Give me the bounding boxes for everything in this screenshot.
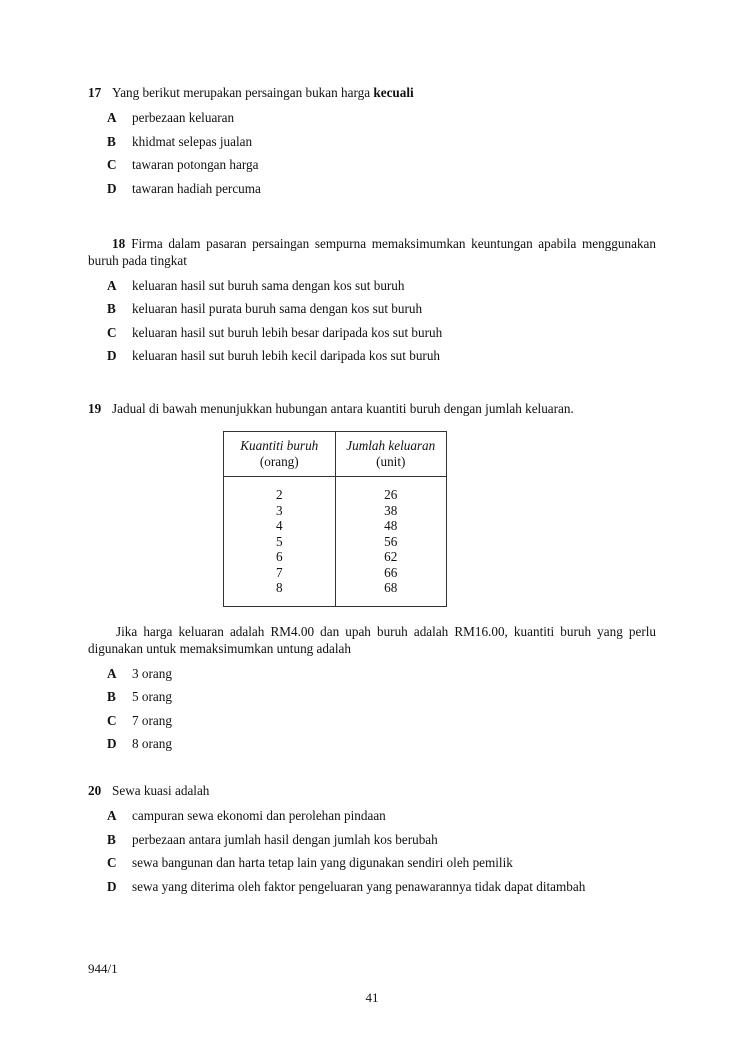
option-19-b[interactable] bbox=[88, 688, 656, 705]
cell-kuantiti: 5 bbox=[224, 534, 336, 550]
cell-keluaran: 38 bbox=[335, 503, 447, 519]
table-row bbox=[224, 518, 447, 534]
header-unit: (orang) bbox=[259, 454, 299, 469]
cell-keluaran: 48 bbox=[335, 518, 447, 534]
option-letter: C bbox=[107, 157, 117, 172]
table-row bbox=[224, 580, 447, 606]
option-letter: C bbox=[107, 712, 117, 728]
table-head bbox=[224, 432, 447, 477]
option-17-d[interactable] bbox=[88, 180, 656, 197]
option-18-d[interactable] bbox=[88, 347, 656, 364]
question-19-stem bbox=[88, 400, 656, 417]
table-row bbox=[224, 549, 447, 565]
question-19-stem-text: Jadual di bawah menunjukkan hubungan antara kuantiti buruh dengan jumlah keluaran. bbox=[112, 401, 574, 416]
header-title: Kuantiti buruh bbox=[240, 438, 319, 453]
option-letter: B bbox=[107, 689, 116, 704]
cell-kuantiti: 8 bbox=[224, 580, 336, 606]
cell-keluaran: 62 bbox=[335, 549, 447, 565]
question-20-stem bbox=[88, 782, 656, 799]
question-20-stem-text: Sewa kuasi adalah bbox=[112, 783, 210, 798]
question-17-number: 17 bbox=[88, 85, 102, 100]
question-19 bbox=[88, 400, 656, 752]
option-17-c[interactable] bbox=[88, 156, 656, 173]
option-letter: A bbox=[107, 665, 117, 681]
option-17-b[interactable] bbox=[88, 133, 656, 150]
question-20-options bbox=[88, 807, 656, 895]
option-18-a[interactable] bbox=[88, 277, 656, 294]
option-text: tawaran hadiah percuma bbox=[132, 180, 261, 196]
question-17-stem-text: Yang berikut merupakan persaingan bukan harga bbox=[112, 85, 374, 100]
option-20-b[interactable] bbox=[88, 831, 656, 848]
table-header-kuantiti-buruh bbox=[224, 432, 336, 477]
option-text: 3 orang bbox=[132, 665, 172, 681]
table-row bbox=[224, 503, 447, 519]
question-18-number: 18 bbox=[112, 235, 126, 251]
cell-kuantiti: 4 bbox=[224, 518, 336, 534]
option-letter: A bbox=[107, 277, 117, 293]
paper-code: 944/1 bbox=[88, 961, 118, 976]
table-row bbox=[224, 534, 447, 550]
table-body bbox=[224, 477, 447, 607]
cell-keluaran: 66 bbox=[335, 565, 447, 581]
option-text: sewa yang diterima oleh faktor pengeluaran yang penawarannya tidak dapat ditambah bbox=[132, 878, 586, 894]
option-20-d[interactable] bbox=[88, 878, 656, 895]
option-text: perbezaan keluaran bbox=[132, 110, 235, 125]
option-18-c[interactable] bbox=[88, 324, 656, 341]
page-content bbox=[88, 84, 656, 911]
header-title: Jumlah keluaran bbox=[346, 438, 436, 453]
option-text: khidmat selepas jualan bbox=[132, 133, 253, 149]
option-text: keluaran hasil sut buruh lebih besar daripada kos sut buruh bbox=[132, 324, 443, 340]
question-19-options bbox=[88, 665, 656, 753]
option-letter: D bbox=[107, 878, 117, 894]
option-letter: D bbox=[107, 736, 117, 751]
option-text: perbezaan antara jumlah hasil dengan jumlah kos berubah bbox=[132, 831, 438, 847]
option-text: keluaran hasil sut buruh sama dengan kos sut buruh bbox=[132, 277, 405, 293]
option-letter: C bbox=[107, 855, 117, 870]
option-text: 8 orang bbox=[132, 736, 172, 751]
spacer bbox=[88, 768, 656, 782]
question-20 bbox=[88, 782, 656, 895]
cell-keluaran: 68 bbox=[335, 580, 447, 606]
option-text: keluaran hasil sut buruh lebih kecil daripada kos sut buruh bbox=[132, 348, 441, 363]
spacer bbox=[88, 213, 656, 235]
labour-output-table bbox=[223, 431, 447, 607]
option-letter: C bbox=[107, 324, 117, 340]
option-letter: B bbox=[107, 831, 116, 847]
option-18-b[interactable] bbox=[88, 300, 656, 317]
option-letter: D bbox=[107, 180, 117, 196]
option-text: 7 orang bbox=[132, 712, 172, 728]
question-19-followup-text: Jika harga keluaran adalah RM4.00 dan upah buruh adalah RM16.00, kuantiti buruh yang perlu digunakan untuk memaksimumkan untung adalah bbox=[88, 623, 656, 656]
page-number: 41 bbox=[365, 990, 379, 1005]
option-text: tawaran potongan harga bbox=[132, 157, 259, 172]
question-17-stem-emphasis: kecuali bbox=[373, 85, 414, 100]
labour-output-table-wrapper bbox=[88, 431, 656, 607]
option-19-a[interactable] bbox=[88, 665, 656, 682]
question-19-number: 19 bbox=[88, 401, 102, 416]
option-letter: A bbox=[107, 808, 117, 823]
option-text: 5 orang bbox=[132, 689, 172, 704]
option-20-c[interactable] bbox=[88, 854, 656, 871]
question-17-options bbox=[88, 109, 656, 197]
option-17-a[interactable] bbox=[88, 109, 656, 126]
question-17-stem bbox=[88, 84, 656, 101]
cell-kuantiti: 6 bbox=[224, 549, 336, 565]
question-18-stem bbox=[88, 235, 656, 269]
spacer bbox=[88, 380, 656, 400]
option-letter: A bbox=[107, 110, 117, 125]
option-letter: D bbox=[107, 348, 117, 363]
question-17 bbox=[88, 84, 656, 197]
table-row bbox=[224, 477, 447, 503]
table-row bbox=[224, 565, 447, 581]
option-19-d[interactable] bbox=[88, 735, 656, 752]
cell-kuantiti: 7 bbox=[224, 565, 336, 581]
option-text: campuran sewa ekonomi dan perolehan pindaan bbox=[132, 808, 386, 823]
option-letter: B bbox=[107, 133, 116, 149]
question-18-options bbox=[88, 277, 656, 365]
option-letter: B bbox=[107, 301, 116, 316]
option-20-a[interactable] bbox=[88, 807, 656, 824]
option-text: keluaran hasil purata buruh sama dengan kos sut buruh bbox=[132, 301, 423, 316]
question-18-stem-text: Firma dalam pasaran persaingan sempurna memaksimumkan keuntungan apabila menggunakan buruh pada tingkat bbox=[88, 235, 656, 268]
table-header-row bbox=[224, 432, 447, 477]
question-20-number: 20 bbox=[88, 783, 102, 798]
cell-keluaran: 56 bbox=[335, 534, 447, 550]
cell-kuantiti: 2 bbox=[224, 477, 336, 503]
cell-kuantiti: 3 bbox=[224, 503, 336, 519]
option-text: sewa bangunan dan harta tetap lain yang digunakan sendiri oleh pemilik bbox=[132, 855, 513, 870]
cell-keluaran: 26 bbox=[335, 477, 447, 503]
header-unit: (unit) bbox=[376, 454, 406, 469]
question-18 bbox=[88, 235, 656, 365]
table-header-jumlah-keluaran bbox=[335, 432, 447, 477]
option-19-c[interactable] bbox=[88, 712, 656, 729]
